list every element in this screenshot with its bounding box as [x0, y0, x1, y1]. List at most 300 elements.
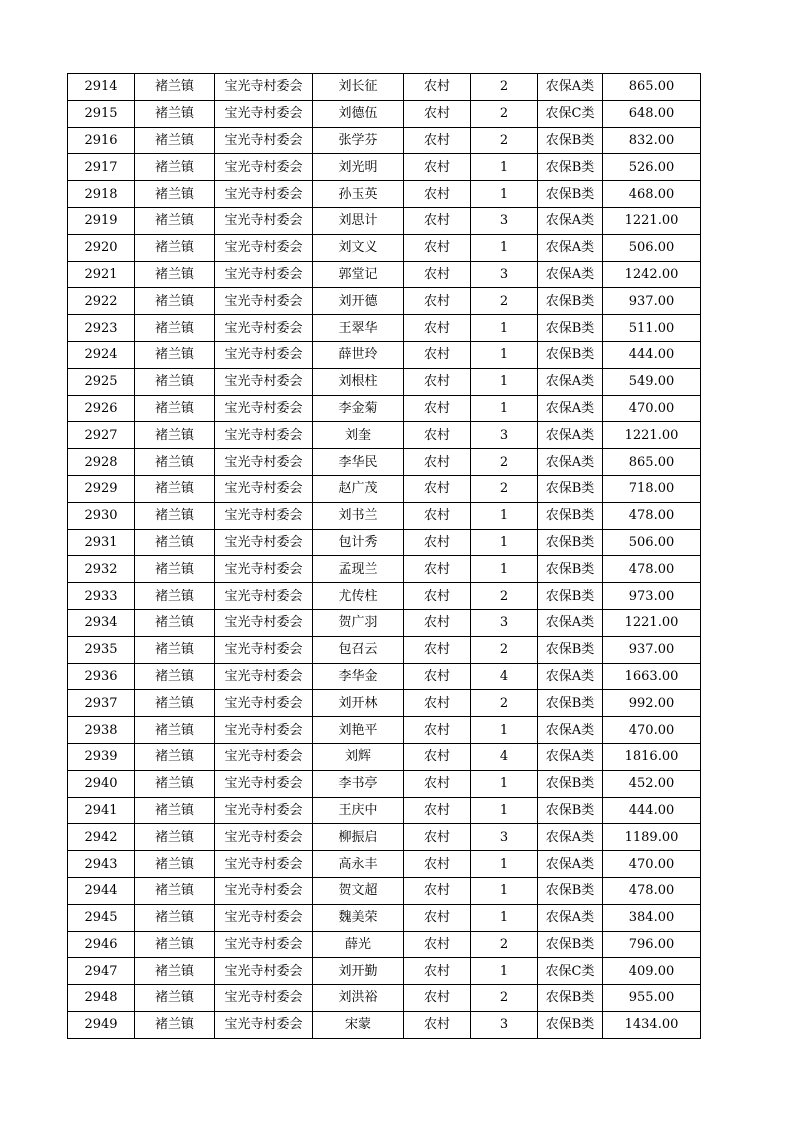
assistance-category-cell: 农保C类: [538, 958, 603, 985]
amount-cell: 452.00: [603, 770, 701, 797]
village-committee-cell: 宝光寺村委会: [215, 904, 313, 931]
record-number-cell: 2944: [68, 877, 135, 904]
village-committee-cell: 宝光寺村委会: [215, 207, 313, 234]
table-row: [68, 475, 701, 502]
assistance-category-cell: 农保B类: [538, 985, 603, 1012]
assistance-category-cell: 农保A类: [538, 717, 603, 744]
household-count-cell: 1: [471, 395, 538, 422]
town-cell: 褚兰镇: [135, 341, 215, 368]
town-cell: 褚兰镇: [135, 234, 215, 261]
amount-cell: 549.00: [603, 368, 701, 395]
town-cell: 褚兰镇: [135, 770, 215, 797]
table-row: [68, 234, 701, 261]
person-name-cell: 刘书兰: [313, 502, 404, 529]
assistance-category-cell: 农保C类: [538, 100, 603, 127]
record-number-cell: 2948: [68, 985, 135, 1012]
person-name-cell: 柳振启: [313, 824, 404, 851]
area-type-cell: 农村: [404, 261, 471, 288]
household-count-cell: 1: [471, 851, 538, 878]
amount-cell: 937.00: [603, 288, 701, 315]
person-name-cell: 贺文超: [313, 877, 404, 904]
town-cell: 褚兰镇: [135, 851, 215, 878]
town-cell: 褚兰镇: [135, 154, 215, 181]
person-name-cell: 王庆中: [313, 797, 404, 824]
table-row: [68, 100, 701, 127]
assistance-category-cell: 农保A类: [538, 74, 603, 101]
area-type-cell: 农村: [404, 475, 471, 502]
person-name-cell: 李金菊: [313, 395, 404, 422]
household-count-cell: 1: [471, 904, 538, 931]
table-row: [68, 609, 701, 636]
amount-cell: 478.00: [603, 556, 701, 583]
table-row: [68, 74, 701, 101]
household-count-cell: 3: [471, 261, 538, 288]
town-cell: 褚兰镇: [135, 931, 215, 958]
village-committee-cell: 宝光寺村委会: [215, 154, 313, 181]
area-type-cell: 农村: [404, 663, 471, 690]
town-cell: 褚兰镇: [135, 422, 215, 449]
record-number-cell: 2925: [68, 368, 135, 395]
village-committee-cell: 宝光寺村委会: [215, 877, 313, 904]
person-name-cell: 刘开勤: [313, 958, 404, 985]
town-cell: 褚兰镇: [135, 181, 215, 208]
area-type-cell: 农村: [404, 851, 471, 878]
household-count-cell: 2: [471, 449, 538, 476]
town-cell: 褚兰镇: [135, 529, 215, 556]
town-cell: 褚兰镇: [135, 556, 215, 583]
household-count-cell: 1: [471, 315, 538, 342]
record-number-cell: 2938: [68, 717, 135, 744]
household-count-cell: 1: [471, 181, 538, 208]
person-name-cell: 王翠华: [313, 315, 404, 342]
assistance-category-cell: 农保A类: [538, 261, 603, 288]
village-committee-cell: 宝光寺村委会: [215, 743, 313, 770]
area-type-cell: 农村: [404, 690, 471, 717]
household-count-cell: 3: [471, 207, 538, 234]
table-row: [68, 931, 701, 958]
amount-cell: 470.00: [603, 851, 701, 878]
record-number-cell: 2917: [68, 154, 135, 181]
town-cell: 褚兰镇: [135, 449, 215, 476]
village-committee-cell: 宝光寺村委会: [215, 502, 313, 529]
village-committee-cell: 宝光寺村委会: [215, 717, 313, 744]
amount-cell: 1221.00: [603, 609, 701, 636]
area-type-cell: 农村: [404, 636, 471, 663]
assistance-category-cell: 农保A类: [538, 743, 603, 770]
village-committee-cell: 宝光寺村委会: [215, 127, 313, 154]
table-row: [68, 502, 701, 529]
town-cell: 褚兰镇: [135, 127, 215, 154]
amount-cell: 718.00: [603, 475, 701, 502]
area-type-cell: 农村: [404, 288, 471, 315]
person-name-cell: 包召云: [313, 636, 404, 663]
amount-cell: 865.00: [603, 449, 701, 476]
area-type-cell: 农村: [404, 609, 471, 636]
amount-cell: 511.00: [603, 315, 701, 342]
amount-cell: 865.00: [603, 74, 701, 101]
assistance-category-cell: 农保B类: [538, 475, 603, 502]
amount-cell: 470.00: [603, 395, 701, 422]
person-name-cell: 高永丰: [313, 851, 404, 878]
area-type-cell: 农村: [404, 181, 471, 208]
household-count-cell: 1: [471, 234, 538, 261]
record-number-cell: 2945: [68, 904, 135, 931]
household-count-cell: 4: [471, 663, 538, 690]
assistance-category-cell: 农保A类: [538, 824, 603, 851]
person-name-cell: 赵广茂: [313, 475, 404, 502]
village-committee-cell: 宝光寺村委会: [215, 663, 313, 690]
record-number-cell: 2915: [68, 100, 135, 127]
area-type-cell: 农村: [404, 100, 471, 127]
assistance-category-cell: 农保B类: [538, 502, 603, 529]
area-type-cell: 农村: [404, 502, 471, 529]
amount-cell: 1189.00: [603, 824, 701, 851]
table-row: [68, 877, 701, 904]
village-committee-cell: 宝光寺村委会: [215, 74, 313, 101]
town-cell: 褚兰镇: [135, 261, 215, 288]
person-name-cell: 贺广羽: [313, 609, 404, 636]
village-committee-cell: 宝光寺村委会: [215, 261, 313, 288]
area-type-cell: 农村: [404, 154, 471, 181]
town-cell: 褚兰镇: [135, 609, 215, 636]
area-type-cell: 农村: [404, 207, 471, 234]
record-number-cell: 2923: [68, 315, 135, 342]
record-number-cell: 2942: [68, 824, 135, 851]
assistance-category-cell: 农保A类: [538, 422, 603, 449]
person-name-cell: 包计秀: [313, 529, 404, 556]
assistance-category-cell: 农保B类: [538, 556, 603, 583]
village-committee-cell: 宝光寺村委会: [215, 395, 313, 422]
amount-cell: 506.00: [603, 234, 701, 261]
household-count-cell: 2: [471, 985, 538, 1012]
assistance-category-cell: 农保A类: [538, 904, 603, 931]
town-cell: 褚兰镇: [135, 797, 215, 824]
town-cell: 褚兰镇: [135, 824, 215, 851]
table-row: [68, 207, 701, 234]
record-number-cell: 2919: [68, 207, 135, 234]
table-row: [68, 690, 701, 717]
town-cell: 褚兰镇: [135, 368, 215, 395]
assistance-category-cell: 农保B类: [538, 288, 603, 315]
household-count-cell: 1: [471, 556, 538, 583]
town-cell: 褚兰镇: [135, 690, 215, 717]
village-committee-cell: 宝光寺村委会: [215, 958, 313, 985]
town-cell: 褚兰镇: [135, 395, 215, 422]
household-count-cell: 2: [471, 127, 538, 154]
amount-cell: 973.00: [603, 583, 701, 610]
person-name-cell: 刘文义: [313, 234, 404, 261]
record-number-cell: 2920: [68, 234, 135, 261]
assistance-category-cell: 农保B类: [538, 127, 603, 154]
record-number-cell: 2929: [68, 475, 135, 502]
person-name-cell: 孙玉英: [313, 181, 404, 208]
household-count-cell: 2: [471, 288, 538, 315]
assistance-category-cell: 农保B类: [538, 636, 603, 663]
table-row: [68, 556, 701, 583]
household-count-cell: 2: [471, 100, 538, 127]
household-count-cell: 2: [471, 636, 538, 663]
area-type-cell: 农村: [404, 341, 471, 368]
town-cell: 褚兰镇: [135, 877, 215, 904]
person-name-cell: 郭堂记: [313, 261, 404, 288]
person-name-cell: 薛光: [313, 931, 404, 958]
person-name-cell: 刘光明: [313, 154, 404, 181]
table-row: [68, 636, 701, 663]
assistance-category-cell: 农保A类: [538, 449, 603, 476]
assistance-category-cell: 农保A类: [538, 234, 603, 261]
household-count-cell: 2: [471, 475, 538, 502]
area-type-cell: 农村: [404, 904, 471, 931]
village-committee-cell: 宝光寺村委会: [215, 770, 313, 797]
town-cell: 褚兰镇: [135, 636, 215, 663]
assistance-category-cell: 农保A类: [538, 207, 603, 234]
amount-cell: 1221.00: [603, 422, 701, 449]
assistance-category-cell: 农保B类: [538, 315, 603, 342]
person-name-cell: 李华金: [313, 663, 404, 690]
village-committee-cell: 宝光寺村委会: [215, 636, 313, 663]
record-number-cell: 2928: [68, 449, 135, 476]
amount-cell: 1434.00: [603, 1011, 701, 1038]
person-name-cell: 李华民: [313, 449, 404, 476]
village-committee-cell: 宝光寺村委会: [215, 341, 313, 368]
record-number-cell: 2949: [68, 1011, 135, 1038]
village-committee-cell: 宝光寺村委会: [215, 931, 313, 958]
amount-cell: 1221.00: [603, 207, 701, 234]
area-type-cell: 农村: [404, 449, 471, 476]
household-count-cell: 1: [471, 368, 538, 395]
record-number-cell: 2916: [68, 127, 135, 154]
assistance-category-cell: 农保A类: [538, 663, 603, 690]
table-row: [68, 127, 701, 154]
amount-cell: 648.00: [603, 100, 701, 127]
area-type-cell: 农村: [404, 931, 471, 958]
village-committee-cell: 宝光寺村委会: [215, 422, 313, 449]
amount-cell: 1816.00: [603, 743, 701, 770]
village-committee-cell: 宝光寺村委会: [215, 797, 313, 824]
amount-cell: 992.00: [603, 690, 701, 717]
table-row: [68, 958, 701, 985]
record-number-cell: 2934: [68, 609, 135, 636]
village-committee-cell: 宝光寺村委会: [215, 1011, 313, 1038]
record-number-cell: 2921: [68, 261, 135, 288]
person-name-cell: 刘根柱: [313, 368, 404, 395]
person-name-cell: 刘开林: [313, 690, 404, 717]
village-committee-cell: 宝光寺村委会: [215, 529, 313, 556]
assistance-table: [67, 73, 701, 1039]
record-number-cell: 2936: [68, 663, 135, 690]
household-count-cell: 1: [471, 717, 538, 744]
amount-cell: 955.00: [603, 985, 701, 1012]
household-count-cell: 2: [471, 74, 538, 101]
village-committee-cell: 宝光寺村委会: [215, 583, 313, 610]
record-number-cell: 2941: [68, 797, 135, 824]
amount-cell: 470.00: [603, 717, 701, 744]
record-number-cell: 2924: [68, 341, 135, 368]
town-cell: 褚兰镇: [135, 663, 215, 690]
village-committee-cell: 宝光寺村委会: [215, 985, 313, 1012]
area-type-cell: 农村: [404, 958, 471, 985]
household-count-cell: 1: [471, 958, 538, 985]
record-number-cell: 2918: [68, 181, 135, 208]
area-type-cell: 农村: [404, 234, 471, 261]
record-number-cell: 2927: [68, 422, 135, 449]
assistance-category-cell: 农保B类: [538, 690, 603, 717]
area-type-cell: 农村: [404, 717, 471, 744]
town-cell: 褚兰镇: [135, 583, 215, 610]
assistance-category-cell: 农保A类: [538, 395, 603, 422]
amount-cell: 409.00: [603, 958, 701, 985]
area-type-cell: 农村: [404, 315, 471, 342]
household-count-cell: 1: [471, 502, 538, 529]
assistance-category-cell: 农保B类: [538, 1011, 603, 1038]
record-number-cell: 2930: [68, 502, 135, 529]
amount-cell: 937.00: [603, 636, 701, 663]
person-name-cell: 刘思计: [313, 207, 404, 234]
village-committee-cell: 宝光寺村委会: [215, 851, 313, 878]
record-number-cell: 2914: [68, 74, 135, 101]
assistance-category-cell: 农保B类: [538, 583, 603, 610]
town-cell: 褚兰镇: [135, 502, 215, 529]
record-number-cell: 2943: [68, 851, 135, 878]
village-committee-cell: 宝光寺村委会: [215, 100, 313, 127]
amount-cell: 1242.00: [603, 261, 701, 288]
table-row: [68, 1011, 701, 1038]
area-type-cell: 农村: [404, 770, 471, 797]
household-count-cell: 1: [471, 797, 538, 824]
household-count-cell: 1: [471, 770, 538, 797]
area-type-cell: 农村: [404, 74, 471, 101]
assistance-category-cell: 农保B类: [538, 154, 603, 181]
household-count-cell: 1: [471, 154, 538, 181]
household-count-cell: 3: [471, 1011, 538, 1038]
village-committee-cell: 宝光寺村委会: [215, 449, 313, 476]
town-cell: 褚兰镇: [135, 74, 215, 101]
town-cell: 褚兰镇: [135, 315, 215, 342]
person-name-cell: 李书亭: [313, 770, 404, 797]
person-name-cell: 刘艳平: [313, 717, 404, 744]
person-name-cell: 刘奎: [313, 422, 404, 449]
assistance-category-cell: 农保B类: [538, 770, 603, 797]
assistance-category-cell: 农保A类: [538, 851, 603, 878]
table-row: [68, 770, 701, 797]
amount-cell: 468.00: [603, 181, 701, 208]
amount-cell: 444.00: [603, 341, 701, 368]
village-committee-cell: 宝光寺村委会: [215, 315, 313, 342]
person-name-cell: 宋蒙: [313, 1011, 404, 1038]
table-row: [68, 824, 701, 851]
household-count-cell: 2: [471, 583, 538, 610]
town-cell: 褚兰镇: [135, 743, 215, 770]
assistance-category-cell: 农保B类: [538, 797, 603, 824]
table-row: [68, 449, 701, 476]
town-cell: 褚兰镇: [135, 288, 215, 315]
person-name-cell: 刘德伍: [313, 100, 404, 127]
table-row: [68, 529, 701, 556]
village-committee-cell: 宝光寺村委会: [215, 234, 313, 261]
village-committee-cell: 宝光寺村委会: [215, 556, 313, 583]
table-row: [68, 851, 701, 878]
area-type-cell: 农村: [404, 368, 471, 395]
table-row: [68, 797, 701, 824]
amount-cell: 796.00: [603, 931, 701, 958]
table-row: [68, 904, 701, 931]
record-number-cell: 2947: [68, 958, 135, 985]
village-committee-cell: 宝光寺村委会: [215, 609, 313, 636]
area-type-cell: 农村: [404, 985, 471, 1012]
household-count-cell: 4: [471, 743, 538, 770]
table-row: [68, 261, 701, 288]
amount-cell: 506.00: [603, 529, 701, 556]
household-count-cell: 3: [471, 422, 538, 449]
area-type-cell: 农村: [404, 529, 471, 556]
village-committee-cell: 宝光寺村委会: [215, 288, 313, 315]
assistance-category-cell: 农保A类: [538, 609, 603, 636]
area-type-cell: 农村: [404, 583, 471, 610]
assistance-category-cell: 农保B类: [538, 931, 603, 958]
person-name-cell: 孟现兰: [313, 556, 404, 583]
area-type-cell: 农村: [404, 824, 471, 851]
person-name-cell: 刘开德: [313, 288, 404, 315]
table-row: [68, 422, 701, 449]
record-number-cell: 2931: [68, 529, 135, 556]
area-type-cell: 农村: [404, 422, 471, 449]
table-row: [68, 717, 701, 744]
area-type-cell: 农村: [404, 1011, 471, 1038]
table-row: [68, 663, 701, 690]
village-committee-cell: 宝光寺村委会: [215, 690, 313, 717]
table-body: [68, 74, 701, 1039]
town-cell: 褚兰镇: [135, 100, 215, 127]
household-count-cell: 1: [471, 341, 538, 368]
table-row: [68, 341, 701, 368]
record-number-cell: 2946: [68, 931, 135, 958]
amount-cell: 526.00: [603, 154, 701, 181]
household-count-cell: 1: [471, 529, 538, 556]
record-number-cell: 2922: [68, 288, 135, 315]
table-row: [68, 181, 701, 208]
person-name-cell: 刘洪裕: [313, 985, 404, 1012]
town-cell: 褚兰镇: [135, 1011, 215, 1038]
village-committee-cell: 宝光寺村委会: [215, 181, 313, 208]
person-name-cell: 刘辉: [313, 743, 404, 770]
town-cell: 褚兰镇: [135, 904, 215, 931]
household-count-cell: 3: [471, 824, 538, 851]
table-row: [68, 315, 701, 342]
record-number-cell: 2926: [68, 395, 135, 422]
area-type-cell: 农村: [404, 556, 471, 583]
record-number-cell: 2940: [68, 770, 135, 797]
person-name-cell: 刘长征: [313, 74, 404, 101]
person-name-cell: 张学芬: [313, 127, 404, 154]
table-row: [68, 743, 701, 770]
household-count-cell: 1: [471, 877, 538, 904]
record-number-cell: 2937: [68, 690, 135, 717]
assistance-category-cell: 农保B类: [538, 341, 603, 368]
table-row: [68, 154, 701, 181]
assistance-category-cell: 农保B类: [538, 877, 603, 904]
amount-cell: 478.00: [603, 877, 701, 904]
record-number-cell: 2939: [68, 743, 135, 770]
town-cell: 褚兰镇: [135, 207, 215, 234]
table-row: [68, 985, 701, 1012]
village-committee-cell: 宝光寺村委会: [215, 475, 313, 502]
village-committee-cell: 宝光寺村委会: [215, 368, 313, 395]
village-committee-cell: 宝光寺村委会: [215, 824, 313, 851]
person-name-cell: 薛世玲: [313, 341, 404, 368]
table-row: [68, 395, 701, 422]
area-type-cell: 农村: [404, 127, 471, 154]
assistance-category-cell: 农保B类: [538, 529, 603, 556]
